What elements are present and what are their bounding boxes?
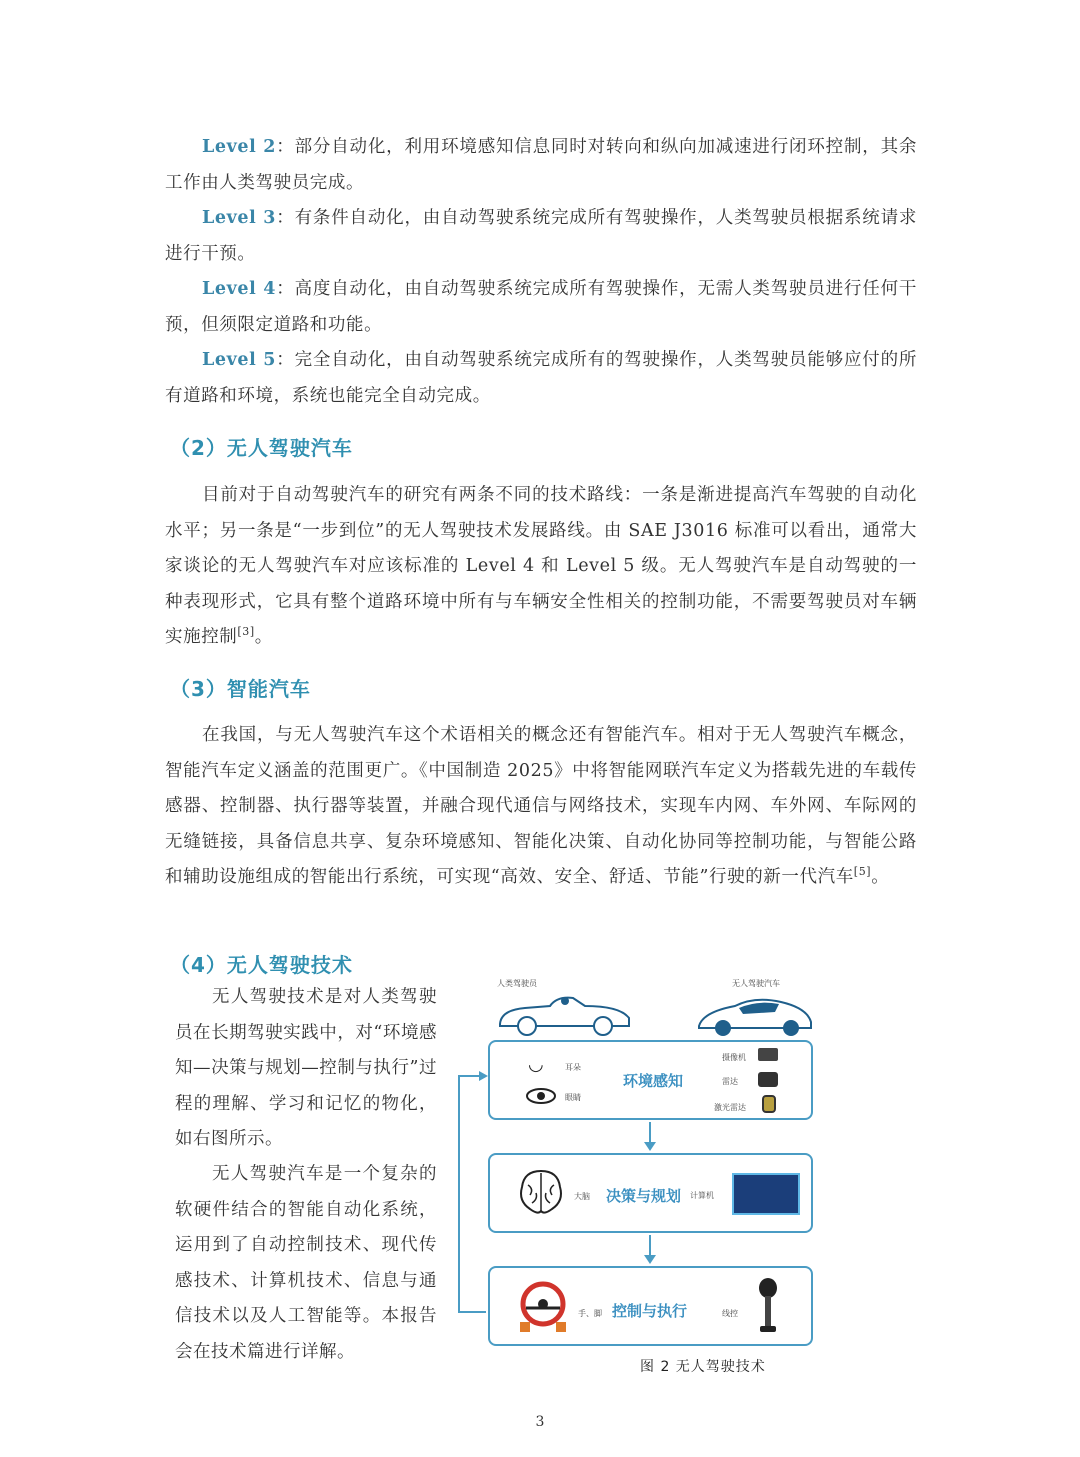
level-text: ：有条件自动化，由自动驾驶系统完成所有驾驶操作，人类驾驶员根据系统请求进行干预。	[165, 208, 918, 264]
camera-label: 摄像机	[722, 1053, 746, 1062]
level-text: ：部分自动化，利用环境感知信息同时对转向和纵向加减速进行闭环控制，其余工作由人类驾驶员完成。	[165, 137, 918, 193]
driverless-tech-figure	[455, 970, 835, 1380]
brain-icon	[516, 1167, 566, 1217]
feedback-arrow	[455, 1070, 491, 1320]
section-2-paragraph	[165, 478, 917, 656]
perception-title: 环境感知	[623, 1072, 684, 1090]
chip-icon	[732, 1173, 800, 1215]
human-driver-label: 人类驾驶员	[497, 979, 537, 988]
level-2-paragraph	[165, 130, 917, 201]
citation: [5]	[853, 865, 872, 879]
level-label: Level 4	[202, 279, 277, 299]
sports-car-icon	[695, 988, 815, 1038]
eye-icon	[526, 1088, 556, 1104]
level-4-paragraph	[165, 272, 917, 343]
level-text: ：完全自动化，由自动驾驶系统完成所有的驾驶操作，人类驾驶员能够应付的所有道路和环境，系统也能完全自动完成。	[165, 350, 918, 406]
section-4-paragraph-2: 无人驾驶汽车是一个复杂的软硬件结合的智能自动化系统，运用到了自动控制技术、现代传感技术、计算机技术、信息与通信技术以及人工智能等。本报告会在技术篇进行详解。	[175, 1164, 437, 1362]
section-heading-driverless-tech: （4）无人驾驶技术	[170, 953, 353, 977]
paragraph-end: 。	[871, 867, 890, 887]
wire-label: 线控	[722, 1309, 738, 1318]
radar-icon	[758, 1072, 778, 1087]
section-heading-smart-car: （3）智能汽车	[170, 677, 311, 701]
paragraph-text: 目前对于自动驾驶汽车的研究有两条不同的技术路线：一条是渐进提高汽车驾驶的自动化水平；另一条是“一步到位”的无人驾驶技术发展路线。由 SAE J3016 标准可以看出，通常大家谈论的无人驾驶汽车对应该标准的 Level 4 和 Level 5 级。无人驾驶汽车是自动驾驶的一种表现形式，它具有整个道路环境中所有与车辆安全性相关的控制功能，不需要驾驶员对车辆实施控制	[165, 485, 917, 647]
level-label: Level 5	[202, 350, 277, 370]
gear-shift-icon	[756, 1278, 780, 1338]
hands-label: 手、脚	[578, 1309, 602, 1318]
ear-icon: ◡	[528, 1054, 544, 1075]
paragraph-text: 在我国，与无人驾驶汽车这个术语相关的概念还有智能汽车。相对于无人驾驶汽车概念，智能汽车定义涵盖的范围更广。《中国制造 2025》中将智能网联汽车定义为搭载先进的车载传感器、控制器、执行器等装置，并融合现代通信与网络技术，实现车内网、车外网、车际网的无缝链接，具备信息共享、复杂环境感知、智能化决策、自动化协同等控制功能，与智能公路和辅助设施组成的智能出行系统，可实现“高效、安全、舒适、节能”行驶的新一代汽车	[165, 725, 917, 887]
control-box	[488, 1266, 813, 1346]
lidar-label: 激光雷达	[714, 1103, 746, 1112]
lidar-icon	[762, 1095, 776, 1113]
eye-label: 眼睛	[565, 1093, 581, 1102]
level-label: Level 3	[202, 208, 277, 228]
page-number: 3	[535, 1414, 545, 1430]
section-4-paragraph-1: 无人驾驶技术是对人类驾驶员在长期驾驶实践中，对“环境感知—决策与规划—控制与执行”过程的理解、学习和记忆的物化，如右图所示。	[175, 987, 437, 1149]
classic-car-icon	[495, 988, 635, 1038]
steering-wheel-icon	[516, 1278, 570, 1334]
figure-caption: 图 2 无人驾驶技术	[640, 1359, 766, 1375]
down-arrow-icon	[643, 1122, 657, 1152]
level-5-paragraph	[165, 343, 917, 414]
citation: [3]	[237, 625, 255, 639]
ear-label: 耳朵	[565, 1063, 581, 1072]
perception-box	[488, 1040, 813, 1120]
level-text: ：高度自动化，由自动驾驶系统完成所有驾驶操作，无需人类驾驶员进行任何干预，但须限定道路和功能。	[165, 279, 918, 335]
paragraph-end: 。	[254, 627, 273, 647]
planning-title: 决策与规划	[606, 1187, 682, 1205]
level-3-paragraph	[165, 201, 917, 272]
computer-label: 计算机	[690, 1191, 714, 1200]
brain-label: 大脑	[574, 1192, 590, 1201]
camera-icon	[758, 1048, 778, 1061]
planning-box	[488, 1153, 813, 1233]
level-label: Level 2	[202, 137, 277, 157]
section-3-paragraph	[165, 718, 917, 896]
down-arrow-icon	[643, 1235, 657, 1265]
driverless-car-label: 无人驾驶汽车	[732, 979, 780, 988]
control-title: 控制与执行	[612, 1302, 688, 1320]
radar-label: 雷达	[722, 1077, 738, 1086]
section-heading-driverless-car: （2）无人驾驶汽车	[170, 436, 353, 460]
